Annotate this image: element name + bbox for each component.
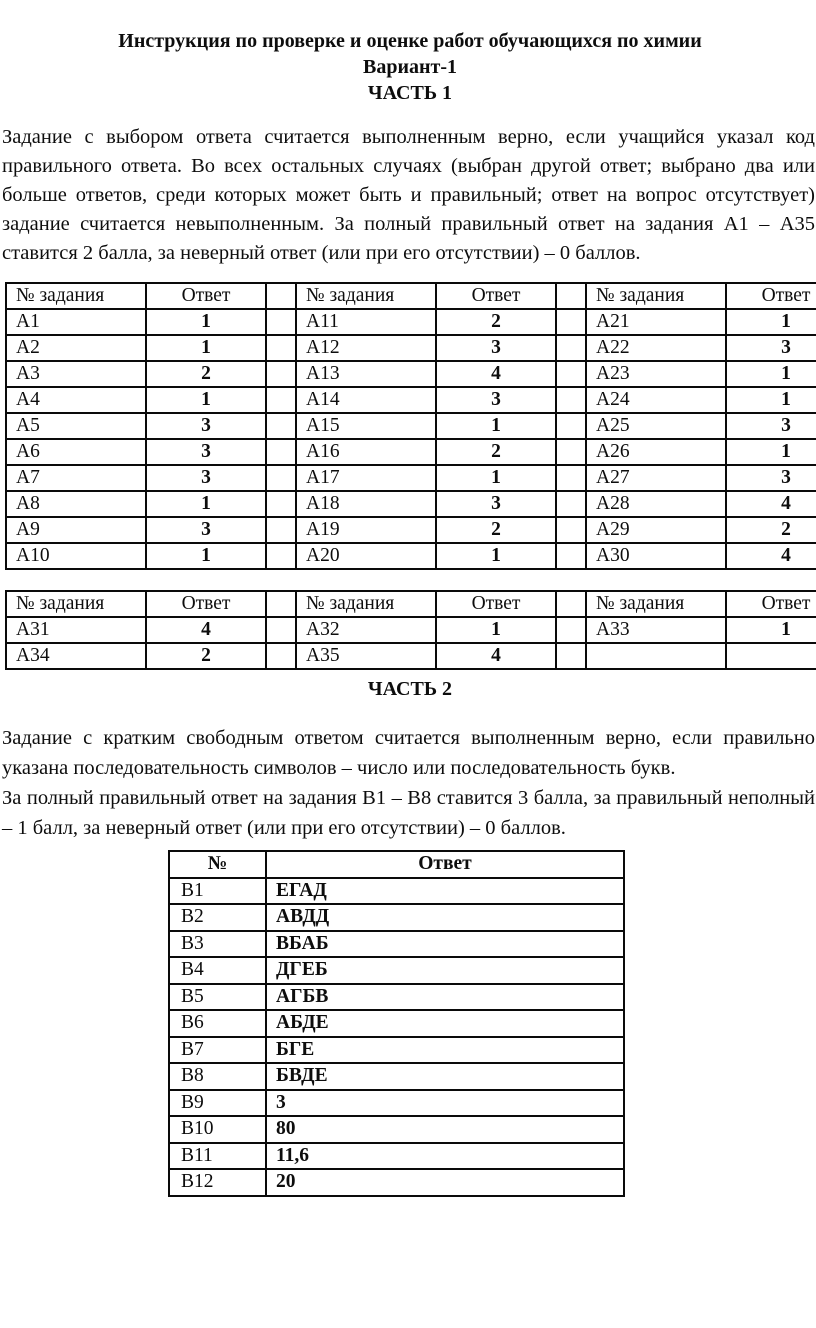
task-cell: А4 — [6, 387, 146, 413]
spacer-cell — [556, 643, 586, 669]
task-cell: А32 — [296, 617, 436, 643]
spacer-cell — [266, 465, 296, 491]
spacer-cell — [266, 361, 296, 387]
spacer-cell — [556, 617, 586, 643]
table-row — [169, 931, 624, 958]
answer-cell: 1 — [726, 361, 816, 387]
answers-table-a1-a30 — [5, 282, 816, 570]
spacer-cell — [556, 387, 586, 413]
table-row — [169, 984, 624, 1011]
table-row — [6, 517, 816, 543]
answer-cell: АБДЕ — [266, 1010, 624, 1037]
answer-cell: 1 — [146, 491, 266, 517]
answer-cell: 3 — [266, 1090, 624, 1117]
table-row — [6, 465, 816, 491]
column-header-number: № — [169, 851, 266, 878]
task-cell: А19 — [296, 517, 436, 543]
spacer-cell — [266, 643, 296, 669]
part2-intro-line1: Задание с кратким свободным ответом считается выполненным верно, если правильно указана последовательность символов – число или последовательность букв. — [2, 727, 815, 779]
task-cell: А3 — [6, 361, 146, 387]
task-cell: А28 — [586, 491, 726, 517]
answer-cell: 3 — [436, 335, 556, 361]
table-row — [169, 1063, 624, 1090]
task-cell: В12 — [169, 1169, 266, 1196]
answer-cell: 1 — [146, 309, 266, 335]
task-cell: А21 — [586, 309, 726, 335]
document-header — [0, 0, 816, 106]
spacer-cell — [556, 309, 586, 335]
spacer-cell — [556, 361, 586, 387]
task-cell: В3 — [169, 931, 266, 958]
task-cell: А7 — [6, 465, 146, 491]
spacer-cell — [556, 283, 586, 309]
spacer-cell — [266, 335, 296, 361]
table-row — [6, 413, 816, 439]
task-cell: В2 — [169, 904, 266, 931]
answer-cell: 1 — [726, 617, 816, 643]
table-row — [169, 957, 624, 984]
table-row — [6, 335, 816, 361]
spacer-cell — [266, 439, 296, 465]
task-cell: А22 — [586, 335, 726, 361]
task-cell: В7 — [169, 1037, 266, 1064]
spacer-cell — [266, 591, 296, 617]
task-cell: А12 — [296, 335, 436, 361]
answer-cell: 1 — [726, 387, 816, 413]
task-cell: А30 — [586, 543, 726, 569]
column-header-answer: Ответ — [146, 283, 266, 309]
header-row — [6, 591, 816, 617]
table-row — [6, 387, 816, 413]
table-row — [6, 361, 816, 387]
answer-cell: 3 — [146, 439, 266, 465]
spacer-cell — [556, 439, 586, 465]
part2-intro-line2: За полный правильный ответ на задания В1 – В8 ставится 3 балла, за правильный неполный – 1 балл, за неверный ответ (или при его отсутствии) – 0 баллов. — [2, 787, 815, 839]
task-cell: А13 — [296, 361, 436, 387]
answer-cell: 1 — [146, 543, 266, 569]
task-cell: А34 — [6, 643, 146, 669]
table-row — [6, 309, 816, 335]
answer-cell: 2 — [436, 517, 556, 543]
column-header-task: № задания — [586, 283, 726, 309]
answer-cell: 4 — [436, 643, 556, 669]
table-row — [169, 878, 624, 905]
column-header-answer: Ответ — [266, 851, 624, 878]
task-cell: А1 — [6, 309, 146, 335]
answer-cell: ВБАБ — [266, 931, 624, 958]
part1-intro: Задание с выбором ответа считается выполненным верно, если учащийся указал код правильного ответа. Во всех остальных случаях (выбран другой ответ; выбрано два или больше ответов, среди которых может быть и правильный; ответ на вопрос отсутствует) задание считается невыполненным. За полный правильный ответ на задания А1 – А35 ставится 2 балла, за неверный ответ (или при его отсутствии) – 0 баллов. — [2, 126, 815, 264]
answer-cell: 1 — [726, 309, 816, 335]
task-cell — [586, 643, 726, 669]
task-cell: А15 — [296, 413, 436, 439]
task-cell: А33 — [586, 617, 726, 643]
part2-heading: ЧАСТЬ 2 — [367, 678, 453, 700]
column-header-task: № задания — [296, 283, 436, 309]
answer-cell: 3 — [726, 335, 816, 361]
variant-label: Вариант-1 — [363, 56, 457, 78]
spacer-cell — [556, 465, 586, 491]
answers-table-a31-a35 — [5, 590, 816, 670]
task-cell: А35 — [296, 643, 436, 669]
spacer-cell — [266, 543, 296, 569]
task-cell: А29 — [586, 517, 726, 543]
header-row — [169, 851, 624, 878]
task-cell: А2 — [6, 335, 146, 361]
answer-cell: 1 — [436, 465, 556, 491]
answer-cell: ДГЕБ — [266, 957, 624, 984]
answers-table-b — [168, 850, 625, 1197]
spacer-cell — [266, 491, 296, 517]
answer-cell: АГБВ — [266, 984, 624, 1011]
task-cell: А10 — [6, 543, 146, 569]
answer-cell: 1 — [436, 617, 556, 643]
task-cell: А20 — [296, 543, 436, 569]
answer-cell: 1 — [146, 335, 266, 361]
task-cell: А31 — [6, 617, 146, 643]
task-cell: В4 — [169, 957, 266, 984]
spacer-cell — [556, 413, 586, 439]
spacer-cell — [556, 591, 586, 617]
task-cell: А16 — [296, 439, 436, 465]
column-header-task: № задания — [586, 591, 726, 617]
answer-cell: 1 — [146, 387, 266, 413]
answer-cell: 2 — [146, 361, 266, 387]
answer-cell: ЕГАД — [266, 878, 624, 905]
column-header-answer: Ответ — [146, 591, 266, 617]
task-cell: А14 — [296, 387, 436, 413]
task-cell: В6 — [169, 1010, 266, 1037]
table-row — [169, 1143, 624, 1170]
task-cell: В1 — [169, 878, 266, 905]
answer-cell: БГЕ — [266, 1037, 624, 1064]
column-header-answer: Ответ — [436, 591, 556, 617]
table-row — [6, 439, 816, 465]
answer-cell: 3 — [436, 387, 556, 413]
answer-cell: 4 — [726, 543, 816, 569]
answer-cell: 3 — [146, 465, 266, 491]
task-cell: А9 — [6, 517, 146, 543]
table-row — [169, 1116, 624, 1143]
answer-cell: 2 — [146, 643, 266, 669]
document-title: Инструкция по проверке и оценке работ обучающихся по химии — [118, 30, 702, 52]
spacer-cell — [556, 335, 586, 361]
task-cell: В9 — [169, 1090, 266, 1117]
task-cell: В11 — [169, 1143, 266, 1170]
task-cell: А6 — [6, 439, 146, 465]
spacer-cell — [266, 617, 296, 643]
column-header-answer: Ответ — [726, 591, 816, 617]
answer-cell — [726, 643, 816, 669]
answer-cell: 2 — [436, 309, 556, 335]
answer-cell: БВДЕ — [266, 1063, 624, 1090]
part1-heading: ЧАСТЬ 1 — [367, 82, 453, 104]
task-cell: А18 — [296, 491, 436, 517]
spacer-cell — [266, 413, 296, 439]
spacer-cell — [556, 517, 586, 543]
answer-cell: 1 — [436, 543, 556, 569]
task-cell: В8 — [169, 1063, 266, 1090]
column-header-task: № задания — [6, 283, 146, 309]
table-row — [169, 1169, 624, 1196]
spacer-cell — [266, 387, 296, 413]
column-header-answer: Ответ — [436, 283, 556, 309]
task-cell: А5 — [6, 413, 146, 439]
task-cell: А23 — [586, 361, 726, 387]
answer-cell: 4 — [726, 491, 816, 517]
answer-cell: 20 — [266, 1169, 624, 1196]
table-row — [169, 1010, 624, 1037]
table-row — [6, 543, 816, 569]
answer-cell: 2 — [726, 517, 816, 543]
task-cell: А24 — [586, 387, 726, 413]
spacer-cell — [556, 543, 586, 569]
spacer-cell — [266, 283, 296, 309]
task-cell: В10 — [169, 1116, 266, 1143]
spacer-cell — [266, 309, 296, 335]
table-row — [6, 617, 816, 643]
column-header-answer: Ответ — [726, 283, 816, 309]
answer-cell: 4 — [436, 361, 556, 387]
spacer-cell — [266, 517, 296, 543]
column-header-task: № задания — [296, 591, 436, 617]
answer-cell: 2 — [436, 439, 556, 465]
answer-cell: 3 — [726, 465, 816, 491]
task-cell: А17 — [296, 465, 436, 491]
table-row — [169, 1090, 624, 1117]
table-row — [169, 1037, 624, 1064]
answer-cell: 3 — [146, 413, 266, 439]
spacer-cell — [556, 491, 586, 517]
answer-cell: 3 — [726, 413, 816, 439]
answer-cell: 3 — [436, 491, 556, 517]
task-cell: А11 — [296, 309, 436, 335]
answer-cell: 80 — [266, 1116, 624, 1143]
task-cell: А25 — [586, 413, 726, 439]
task-cell: А26 — [586, 439, 726, 465]
header-row — [6, 283, 816, 309]
table-row — [6, 643, 816, 669]
answer-cell: 3 — [146, 517, 266, 543]
answer-cell: 1 — [726, 439, 816, 465]
table-row — [6, 491, 816, 517]
answer-cell: АВДД — [266, 904, 624, 931]
column-header-task: № задания — [6, 591, 146, 617]
answer-cell: 4 — [146, 617, 266, 643]
table-row — [169, 904, 624, 931]
answer-cell: 1 — [436, 413, 556, 439]
answer-cell: 11,6 — [266, 1143, 624, 1170]
task-cell: А27 — [586, 465, 726, 491]
task-cell: А8 — [6, 491, 146, 517]
task-cell: В5 — [169, 984, 266, 1011]
